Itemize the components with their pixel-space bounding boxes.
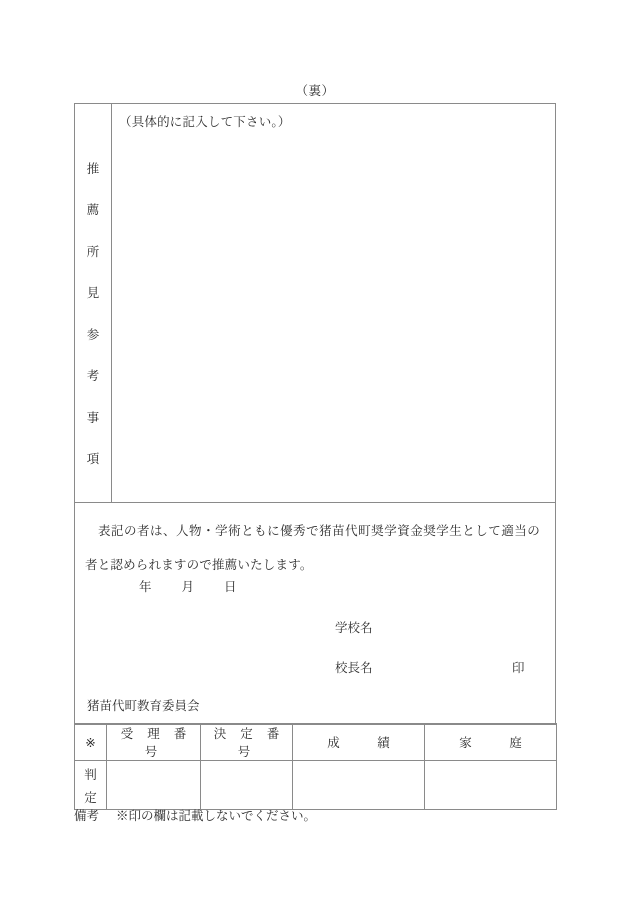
remarks-label-char: 推: [86, 160, 100, 176]
judgement-label-char: 判: [84, 766, 97, 782]
header-acceptance-number: 受 理 番 号: [107, 724, 201, 761]
header-family: 家 庭: [425, 724, 557, 761]
statement-section: [75, 503, 555, 724]
day-label: 日: [224, 579, 237, 594]
sheet-side-label: （裏）: [295, 83, 335, 98]
entry-grades[interactable]: [293, 761, 425, 810]
entry-acceptance-number[interactable]: [107, 761, 201, 810]
entry-decision-number[interactable]: [201, 761, 293, 810]
seal-mark-icon: 印: [512, 660, 525, 675]
recommendation-form-box: [74, 103, 556, 725]
principal-name-label: 校長名: [335, 660, 373, 675]
remarks-entry-area[interactable]: [112, 104, 555, 502]
footer-note-text: ※印の欄は記載しないでください。: [116, 808, 317, 823]
month-label: 月: [181, 579, 195, 594]
remarks-label-char: 項: [86, 451, 100, 466]
entry-family[interactable]: [425, 761, 557, 810]
judgement-label-char: 定: [84, 789, 97, 805]
year-label: 年: [139, 579, 152, 594]
remarks-label-char: 事: [86, 409, 100, 425]
header-decision-number: 決 定 番 号: [201, 724, 293, 761]
remarks-section: [75, 104, 555, 503]
remarks-label-char: 考: [86, 368, 100, 383]
school-name-label: 学校名: [335, 620, 373, 635]
header-grades: 成 績: [293, 724, 425, 761]
addressee-label: 猪苗代町教育委員会: [87, 698, 200, 713]
header-asterisk: ※: [75, 724, 107, 761]
remarks-label-char: 見: [86, 285, 100, 300]
remarks-vertical-label: [75, 104, 112, 502]
remarks-hint-text: （具体的に記入して下さい。）: [119, 114, 291, 129]
judgement-table: [74, 723, 557, 810]
remarks-label-char: 所: [86, 243, 100, 259]
footer-note: [74, 806, 316, 824]
remarks-label-char: 参: [86, 326, 100, 342]
date-line[interactable]: [139, 577, 237, 595]
footer-note-head: 備考: [74, 808, 100, 823]
judgement-vertical-label: [75, 761, 107, 810]
table-header-row: [75, 724, 557, 761]
recommendation-statement: 表記の者は、人物・学術ともに優秀で猪苗代町奨学資金奨学生として適当の者と認められますので推薦いたします。: [85, 523, 540, 572]
table-entry-row: [75, 761, 557, 810]
remarks-label-char: 薦: [86, 202, 100, 217]
